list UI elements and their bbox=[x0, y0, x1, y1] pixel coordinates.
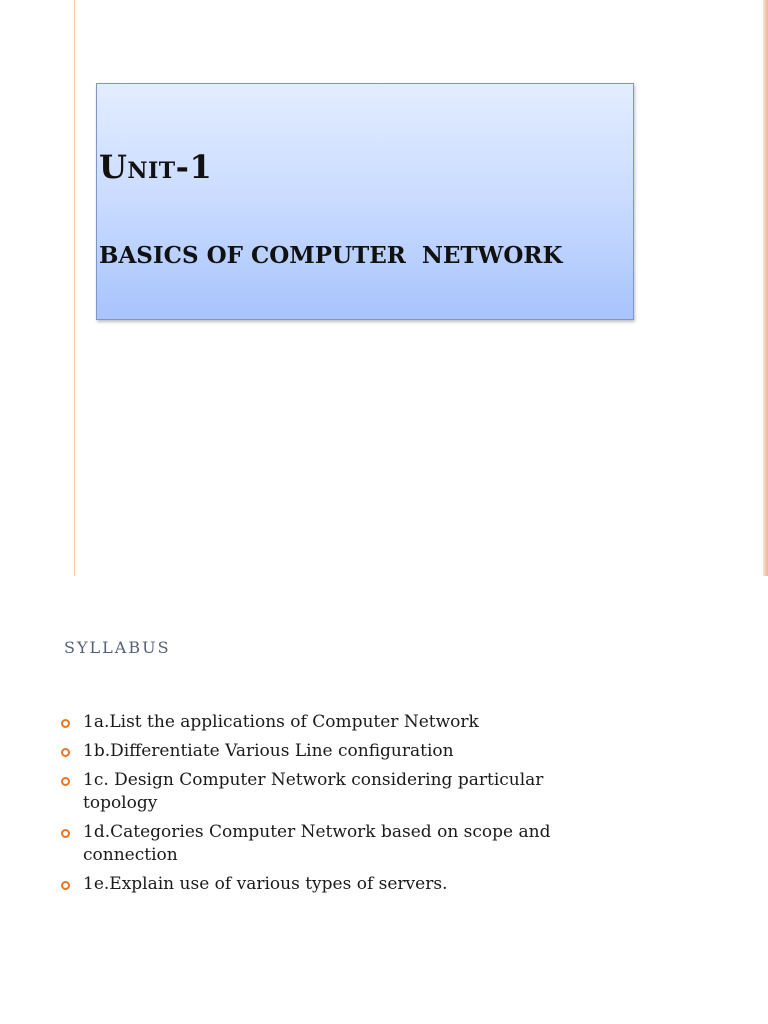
list-item bbox=[60, 873, 580, 896]
hollow-circle-bullet-icon bbox=[61, 881, 70, 890]
hollow-circle-bullet-icon bbox=[61, 777, 70, 786]
list-item bbox=[60, 740, 580, 763]
list-item-text: 1e.Explain use of various types of servers. bbox=[83, 874, 448, 894]
list-item-text: 1a.List the applications of Computer Network bbox=[83, 712, 479, 732]
list-item bbox=[60, 769, 580, 815]
left-margin-rule bbox=[74, 0, 75, 576]
title-box bbox=[96, 83, 634, 320]
hollow-circle-bullet-icon bbox=[61, 829, 70, 838]
list-item bbox=[60, 711, 580, 734]
list-item-text: 1c. Design Computer Network considering particular topology bbox=[83, 770, 544, 813]
list-item bbox=[60, 821, 580, 867]
list-item-text: 1d.Categories Computer Network based on scope and connection bbox=[83, 822, 551, 865]
syllabus-list bbox=[60, 711, 580, 902]
right-edge-accent bbox=[763, 0, 768, 576]
syllabus-slide bbox=[0, 576, 768, 1024]
hollow-circle-bullet-icon bbox=[61, 748, 70, 757]
list-item-text: 1b.Differentiate Various Line configuration bbox=[83, 741, 454, 761]
hollow-circle-bullet-icon bbox=[61, 719, 70, 728]
unit-subtitle: BASICS OF COMPUTER NETWORK bbox=[99, 242, 563, 269]
unit-title: Unit-1 bbox=[99, 148, 213, 186]
syllabus-heading: SYLLABUS bbox=[64, 638, 171, 657]
